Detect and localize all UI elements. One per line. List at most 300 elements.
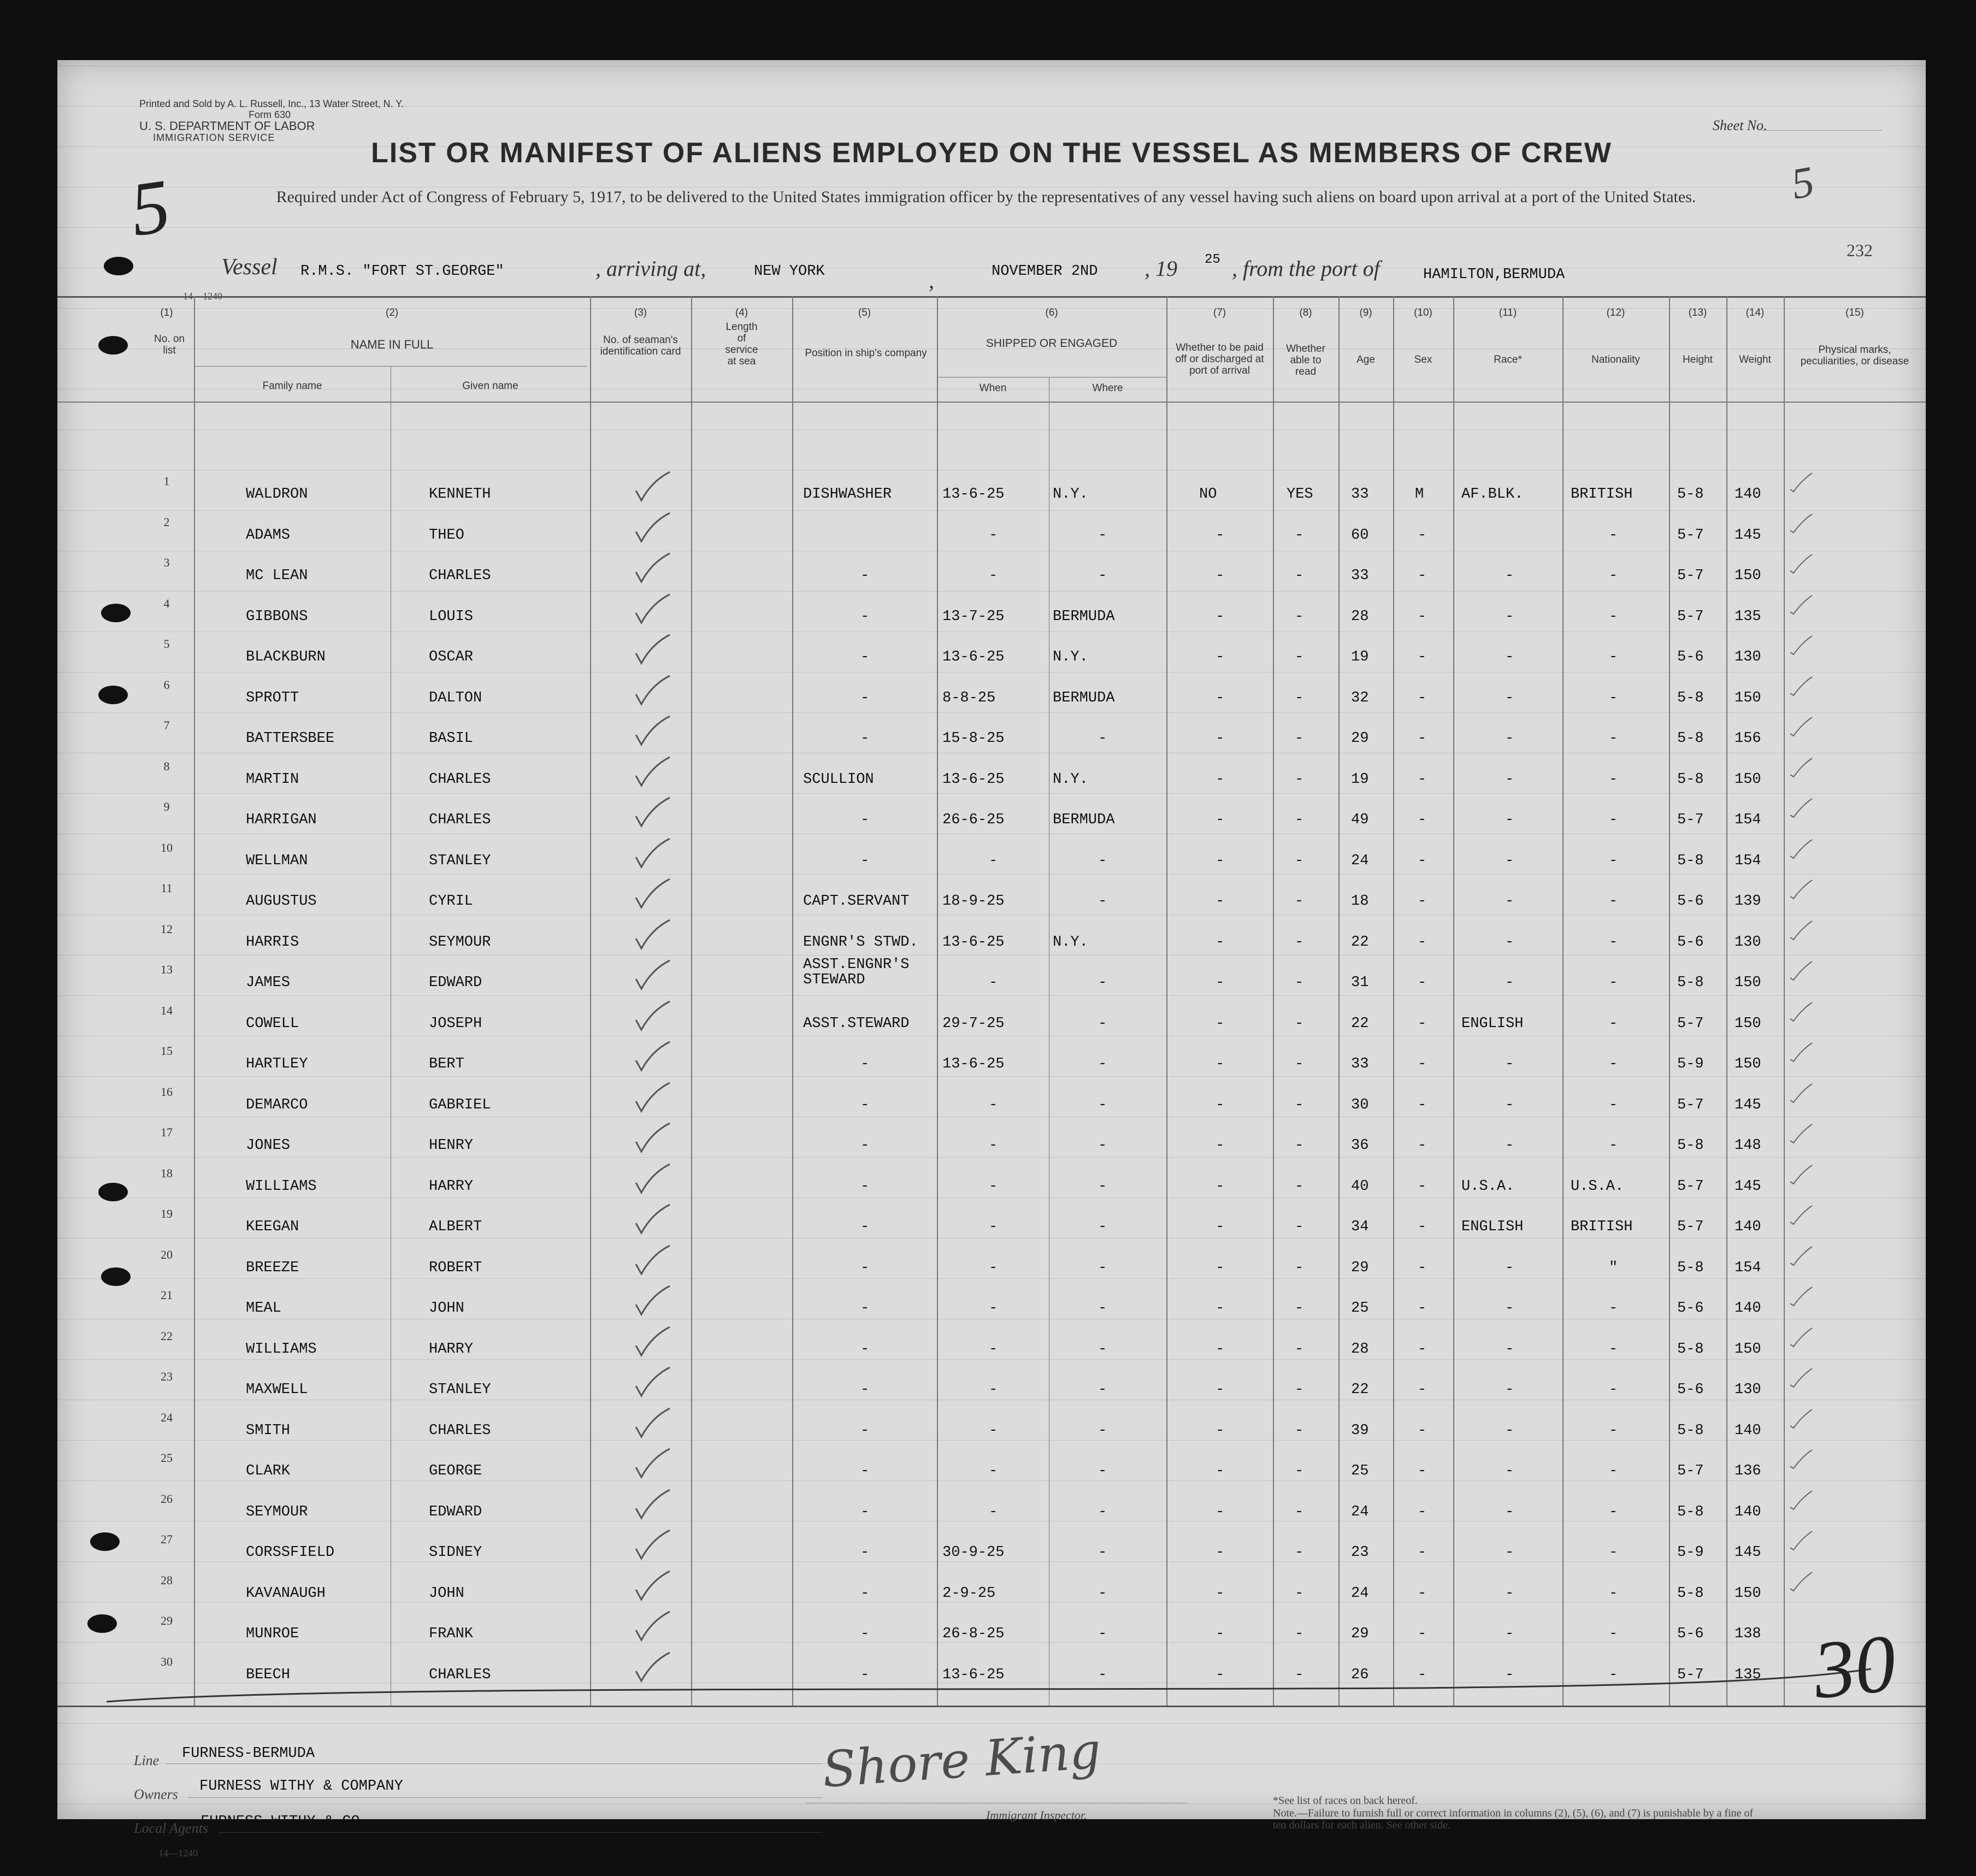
row-number: 8 (163, 759, 170, 773)
shipped-when-cell: - (989, 1300, 998, 1317)
position-cell: - (860, 1463, 870, 1479)
given-name-cell: CHARLES (429, 1666, 491, 1683)
shipped-when-cell: 29-7-25 (942, 1015, 1005, 1032)
paid-off-cell: - (1216, 1096, 1225, 1113)
able-to-read-cell: - (1295, 812, 1304, 828)
able-to-read-cell: - (1295, 852, 1304, 869)
paid-off-cell: - (1216, 527, 1225, 544)
header-bottom-rule (57, 402, 1926, 403)
nationality-cell: - (1609, 1626, 1618, 1642)
age-cell: 29 (1351, 730, 1369, 747)
paid-off-cell: - (1216, 1300, 1225, 1317)
race-cell: - (1505, 1341, 1514, 1358)
family-name-cell: WILLIAMS (246, 1341, 317, 1358)
sex-cell: - (1418, 1382, 1427, 1398)
shipped-where-cell: - (1098, 1096, 1107, 1113)
race-cell: - (1505, 1666, 1514, 1683)
able-to-read-cell: - (1295, 1422, 1304, 1439)
owners-value: FURNESS WITHY & COMPANY (199, 1778, 403, 1795)
weight-cell: 145 (1735, 1096, 1761, 1113)
service-name: IMMIGRATION SERVICE (153, 132, 275, 143)
col5-header: Position in ship's company (805, 347, 927, 359)
able-to-read-cell: - (1295, 608, 1304, 625)
given-name-cell: JOHN (429, 1585, 464, 1602)
paid-off-cell: - (1216, 1178, 1225, 1195)
race-cell: - (1505, 689, 1514, 706)
sex-cell: - (1418, 730, 1427, 747)
physical-marks-tick-icon (1789, 919, 1814, 941)
race-cell: - (1505, 649, 1514, 665)
race-cell: - (1505, 568, 1514, 584)
position-cell: - (860, 1341, 870, 1358)
physical-marks-tick-icon (1789, 1041, 1814, 1063)
row-number: 28 (161, 1573, 173, 1587)
position-cell: - (860, 1096, 870, 1113)
given-name-cell: CHARLES (429, 568, 491, 584)
position-cell: - (860, 812, 870, 828)
family-name-cell: WELLMAN (246, 852, 308, 869)
weight-cell: 150 (1735, 568, 1761, 584)
weight-cell: 148 (1735, 1137, 1761, 1154)
paid-off-cell: - (1216, 1463, 1225, 1479)
position-cell: - (860, 608, 870, 625)
row-number: 10 (161, 840, 173, 854)
family-name-cell: MC LEAN (246, 568, 308, 584)
shipped-when-cell: 13-6-25 (942, 771, 1005, 788)
shipped-when-cell: 26-6-25 (942, 812, 1005, 828)
shipped-where-cell: - (1098, 1585, 1107, 1602)
nationality-cell: - (1609, 1096, 1618, 1113)
nationality-cell: - (1609, 649, 1618, 665)
paid-off-cell: - (1216, 1544, 1225, 1561)
sex-cell: - (1418, 649, 1427, 665)
nationality-cell: " (1609, 1259, 1618, 1276)
check-mark-icon (634, 1121, 672, 1154)
paid-off-cell: - (1216, 812, 1225, 828)
position-cell: DISHWASHER (803, 486, 892, 503)
race-cell: - (1505, 1463, 1514, 1479)
col2-header: NAME IN FULL (350, 338, 434, 351)
row-number: 11 (161, 881, 173, 895)
shipped-where-cell: BERMUDA (1053, 689, 1115, 706)
col13-header: Height (1683, 354, 1713, 365)
physical-marks-tick-icon (1789, 959, 1814, 981)
shipped-when-cell: - (989, 1178, 998, 1195)
family-name-cell: HARTLEY (246, 1056, 308, 1072)
row-number: 30 (161, 1654, 173, 1668)
check-mark-icon (634, 836, 672, 869)
given-name-cell: SEYMOUR (429, 934, 491, 951)
family-name-cell: KAVANAUGH (246, 1585, 326, 1602)
given-name-cell: HENRY (429, 1137, 474, 1154)
arriving-port: NEW YORK (754, 263, 825, 280)
page-number: 232 (1847, 240, 1873, 260)
able-to-read-cell: - (1295, 934, 1304, 951)
shipped-when-cell: - (989, 1463, 998, 1479)
age-cell: 40 (1351, 1178, 1369, 1195)
able-to-read-cell: - (1295, 1382, 1304, 1398)
check-mark-icon (634, 1488, 672, 1520)
check-mark-icon (634, 1325, 672, 1358)
check-mark-icon (634, 755, 672, 788)
check-mark-icon (634, 1569, 672, 1602)
given-name-cell: GEORGE (429, 1463, 482, 1479)
form-number: Form 630 (249, 109, 291, 120)
weight-cell: 145 (1735, 1544, 1761, 1561)
row-number: 9 (163, 800, 170, 813)
physical-marks-tick-icon (1789, 1122, 1814, 1144)
able-to-read-cell: - (1295, 527, 1304, 544)
sex-cell: - (1418, 771, 1427, 788)
sex-cell: - (1418, 1178, 1427, 1195)
shipped-where-cell: N.Y. (1053, 934, 1088, 951)
row-number: 20 (161, 1247, 173, 1261)
shipped-where-cell: N.Y. (1053, 771, 1088, 788)
col1-number: (1) (160, 307, 173, 318)
shipped-when-cell: - (989, 1503, 998, 1520)
shipped-where-cell: - (1098, 527, 1107, 544)
age-cell: 19 (1351, 649, 1369, 665)
vessel-name: R.M.S. "FORT ST.GEORGE" (300, 263, 504, 280)
punch-hole (98, 336, 128, 355)
shipped-when-cell: 15-8-25 (942, 730, 1005, 747)
weight-cell: 138 (1735, 1626, 1761, 1642)
position-cell: - (860, 649, 870, 665)
row-number: 15 (161, 1044, 173, 1058)
height-cell: 5-7 (1677, 1463, 1704, 1479)
able-to-read-cell: YES (1287, 486, 1313, 503)
physical-marks-tick-icon (1789, 512, 1814, 534)
col12-header: Nationality (1591, 354, 1640, 365)
age-cell: 30 (1351, 1096, 1369, 1113)
physical-marks-tick-icon (1789, 1204, 1814, 1225)
weight-cell: 150 (1735, 975, 1761, 991)
family-name-cell: DEMARCO (246, 1096, 308, 1113)
row-number: 7 (163, 718, 170, 732)
able-to-read-cell: - (1295, 1666, 1304, 1683)
punch-hole (90, 1532, 120, 1551)
height-cell: 5-7 (1677, 1015, 1704, 1032)
shipped-where-cell: - (1098, 1178, 1107, 1195)
shipped-where-cell: - (1098, 1137, 1107, 1154)
paid-off-cell: - (1216, 893, 1225, 910)
page-title: LIST OR MANIFEST OF ALIENS EMPLOYED ON THE VESSEL AS MEMBERS OF CREW (371, 137, 1612, 169)
position-cell: - (860, 730, 870, 747)
height-cell: 5-6 (1677, 649, 1704, 665)
race-cell: - (1505, 934, 1514, 951)
race-cell: U.S.A. (1461, 1178, 1515, 1195)
height-cell: 5-7 (1677, 527, 1704, 544)
penalty-note: Note.—Failure to furnish full or correct information in columns (2), (5), (6), and (7) is punishable by a fine of ten dollars for each alien. See other side. (1273, 1807, 1754, 1831)
sex-cell: - (1418, 1585, 1427, 1602)
weight-cell: 140 (1735, 1300, 1761, 1317)
given-name-cell: KENNETH (429, 486, 491, 503)
family-name-cell: WILLIAMS (246, 1178, 317, 1195)
family-name-cell: HARRIGAN (246, 812, 317, 828)
physical-marks-tick-icon (1789, 837, 1814, 859)
sex-cell: - (1418, 1503, 1427, 1520)
nationality-cell: - (1609, 527, 1618, 544)
position-cell: SCULLION (803, 771, 874, 788)
paid-off-cell: - (1216, 649, 1225, 665)
shipped-where-cell: - (1098, 730, 1107, 747)
able-to-read-cell: - (1295, 1300, 1304, 1317)
height-cell: 5-6 (1677, 934, 1704, 951)
given-name-cell: ROBERT (429, 1259, 482, 1276)
nationality-cell: BRITISH (1571, 486, 1633, 503)
physical-marks-tick-icon (1789, 675, 1814, 697)
punch-hole (87, 1614, 117, 1633)
arriving-label: , arriving at, (595, 256, 706, 281)
shipped-where-cell: - (1098, 1422, 1107, 1439)
able-to-read-cell: - (1295, 771, 1304, 788)
col12-number: (12) (1606, 307, 1625, 318)
age-cell: 39 (1351, 1422, 1369, 1439)
nationality-cell: - (1609, 1463, 1618, 1479)
col3-header: No. of seaman's identification card (600, 334, 681, 357)
family-name-cell: SPROTT (246, 689, 299, 706)
shipped-where-cell: - (1098, 1219, 1107, 1235)
race-cell: - (1505, 1585, 1514, 1602)
position-cell: - (860, 1300, 870, 1317)
page-subtitle: Required under Act of Congress of February 5, 1917, to be delivered to the United States immigration officer by the representatives of any vessel having such aliens on board upon arrival at a port of the United States. (276, 188, 1696, 206)
position-cell: - (860, 1259, 870, 1276)
position-cell: - (860, 1137, 870, 1154)
shipped-where-cell: - (1098, 1341, 1107, 1358)
position-cell: - (860, 568, 870, 584)
physical-marks-tick-icon (1789, 1407, 1814, 1429)
sex-cell: - (1418, 527, 1427, 544)
year-suffix: 25 (1205, 252, 1220, 267)
handwritten-total: 30 (1809, 1617, 1901, 1716)
handwritten-mark-left: 5 (125, 163, 175, 253)
owners-label: Owners (134, 1786, 178, 1802)
position-cell: - (860, 689, 870, 706)
age-cell: 29 (1351, 1626, 1369, 1642)
family-name-cell: MUNROE (246, 1626, 299, 1642)
age-cell: 24 (1351, 1585, 1369, 1602)
row-number: 23 (161, 1370, 173, 1383)
shipped-where-cell: - (1098, 1503, 1107, 1520)
physical-marks-tick-icon (1789, 715, 1814, 737)
height-cell: 5-7 (1677, 608, 1704, 625)
nationality-cell: - (1609, 1544, 1618, 1561)
line-value: FURNESS-BERMUDA (182, 1745, 315, 1762)
family-name-cell: KEEGAN (246, 1219, 299, 1235)
able-to-read-cell: - (1295, 1219, 1304, 1235)
sheet-number-label: Sheet No. (1713, 117, 1767, 133)
able-to-read-cell: - (1295, 649, 1304, 665)
weight-cell: 156 (1735, 730, 1761, 747)
nationality-cell: - (1609, 1341, 1618, 1358)
weight-cell: 139 (1735, 893, 1761, 910)
family-name-cell: MEAL (246, 1300, 281, 1317)
given-name-cell: CHARLES (429, 812, 491, 828)
weight-cell: 150 (1735, 1585, 1761, 1602)
paid-off-cell: - (1216, 1626, 1225, 1642)
weight-cell: 136 (1735, 1463, 1761, 1479)
sex-cell: - (1418, 975, 1427, 991)
check-mark-icon (634, 470, 672, 503)
shipped-where-cell: N.Y. (1053, 486, 1088, 503)
nationality-cell: - (1609, 1015, 1618, 1032)
height-cell: 5-7 (1677, 1096, 1704, 1113)
row-number: 25 (161, 1451, 173, 1465)
row-number: 12 (161, 922, 173, 936)
weight-cell: 140 (1735, 486, 1761, 503)
vessel-label: Vessel (221, 255, 278, 280)
paid-off-cell: - (1216, 689, 1225, 706)
given-name-cell: OSCAR (429, 649, 474, 665)
check-mark-icon (634, 1243, 672, 1276)
row-number: 29 (161, 1614, 173, 1627)
col2-number: (2) (385, 307, 399, 318)
col4-number: (4) (735, 307, 748, 318)
shipped-when-cell: 13-6-25 (942, 1666, 1005, 1683)
able-to-read-cell: - (1295, 1585, 1304, 1602)
race-cell: ENGLISH (1461, 1219, 1524, 1235)
paid-off-cell: - (1216, 608, 1225, 625)
shipped-when-cell: - (989, 1422, 998, 1439)
able-to-read-cell: - (1295, 1463, 1304, 1479)
sex-cell: M (1415, 486, 1424, 503)
sex-cell: - (1418, 1219, 1427, 1235)
manifest-page: Printed and Sold by A. L. Russell, Inc., 13 Water Street, N. Y. Form 630 U. S. DEPARTMENT OF LABOR IMMIGRATION SERVICE Sheet No. 5 5 232 LIST OR MANIFEST OF ALIENS EMPLOYED ON THE VESSEL AS MEMBERS OF CREW Required under Act of Congress of February 5, 1917, to be delivered to the United States immigration officer by the representatives of any vessel having such aliens on board upon arrival at a port of the United States. Vessel R.M.S. "FORT ST.GEORGE" , arriving at, NEW YORK , NOVEMBER 2ND , 19 25 , from the port of HAMILTON,BERMUDA (1) No. on list (2) NAME IN FULL Family name Given name (3) No. of seaman's identification card (4) Length of service at sea (5) Position in ship's company (6) SHIPPED OR ENGAGED When Where (7) Whether to be paid off or discharged at port of arrival (8) Whether able to read (9) Age (10) Sex (11) Race* (12) Nationality (13) Height (14) Weight (15) Physical marks, peculiarities, or disease 1 WALDRON KENNETH DISHWASHER 13-6-25 N.Y. NO YES 33 M AF.BLK. BRITISH 5-8 140 2 ADAMS THEO - - - - 60 - - 5-7 145 3 MC LEAN CHARLES - - - - - 33 - - - 5-7 150 4 GIBBONS LOUIS - 13-7-25 BERMUDA - - 28 - - - 5-7 135 5 BLACKBURN OSCAR - 13-6-25 N.Y. - - 19 - - - 5-6 130 6 SPROTT DALTON - 8-8-25 BERMUDA - - 32 - - - 5-8 150 7 BATTERSBEE BASIL - 15-8-25 - - - 29 - - - 5-8 156 8 MARTIN CHARLES SCULLION 13-6-25 N.Y. - - 19 - - - 5-8 150 9 HARRIGAN CHARLES - 26-6-25 BERMUDA - - 49 - - - 5-7 154 10 WELLMAN STANLEY - - - - - 24 - - - 5-8 154 11 AUGUSTUS CYRIL CAPT.SERVANT 18-9-25 - - - 18 - - - 5-6 139 12 HARRIS SEYMOUR ENGNR'S STWD. 13-6-25 N.Y. - - 22 - - - 5-6 130 13 JAMES EDWARD ASST.ENGNR'S STEWARD - - - - 31 - - - 5-8 150 14 COWELL JOSEPH ASST.STEWARD 29-7-25 - - - 22 - ENGLISH - 5-7 150 15 HARTLEY BERT - 13-6-25 - - - 33 - - - 5-9 150 16 DEMARCO GABRIEL - - - - - 30 - - - 5-7 145 17 JONES HENRY - - - - - 36 - - - 5-8 148 18 WILLIAMS HARRY - - - - - 40 - U.S.A. U.S.A. 5-7 145 19 KEEGAN ALBERT - - - - - 34 - ENGLISH BRITISH 5-7 140 20 BREEZE ROBERT - - - - - 29 - - " 5-8 154 21 MEAL JOHN - - - - - 25 - - - 5-6 140 22 WILLIAMS HARRY - - - - - 28 - - - 5-8 150 23 MAXWELL STANLEY - - - - - 22 - - - 5-6 130 24 SMITH CHARLES - - - - - 39 - - - 5-8 140 25 CLARK GEORGE - - - - - 25 - - - 5-7 136 26 SEYMOUR EDWARD - - - - - 24 - - - 5-8 140 27 CORSSFIELD SIDNEY - 30-9-25 - - - 23 - - - 5-9 145 28 KAVANAUGH JOHN - 2-9-25 - - - 24 - - - 5-8 150 29 MUNROE FRANK - 26-8-25 - - - 29 - - - 5-6 138 30 BEECH CHARLES - 13-6-25 - - - 26 - - - 5-7 135 30 Line FURNESS-BERMUDA Owners FURNESS WITHY & COMPANY Local Agents FURNESS WITHY & CO. 14—1240 Shore King Immigrant Inspector. *See list of races on back hereof. Note.—Failure to furnish full or correct information in columns (2), (5), (6), and (7) is punishable by a fine of ten dollars for each alien. See other side. (57, 60, 1926, 1819)
check-mark-icon (634, 999, 672, 1032)
sex-cell: - (1418, 812, 1427, 828)
race-cell: - (1505, 730, 1514, 747)
weight-cell: 135 (1735, 608, 1761, 625)
sex-cell: - (1418, 1666, 1427, 1683)
physical-marks-tick-icon (1789, 1082, 1814, 1104)
given-name-cell: HARRY (429, 1178, 474, 1195)
col8-number: (8) (1299, 307, 1312, 318)
punch-hole (101, 1267, 131, 1286)
physical-marks-tick-icon (1789, 1163, 1814, 1185)
agents-value: FURNESS WITHY & CO. (200, 1814, 369, 1830)
nationality-cell: U.S.A. (1571, 1178, 1624, 1195)
physical-marks-tick-icon (1789, 471, 1814, 493)
nationality-cell: - (1609, 975, 1618, 991)
age-cell: 24 (1351, 852, 1369, 869)
check-mark-icon (634, 918, 672, 951)
shipped-when-cell: 18-9-25 (942, 893, 1005, 910)
sex-cell: - (1418, 852, 1427, 869)
given-name-cell: BERT (429, 1056, 464, 1072)
position-cell: - (860, 1382, 870, 1398)
shipped-when-cell: - (989, 1137, 998, 1154)
height-cell: 5-9 (1677, 1056, 1704, 1072)
row-number: 22 (161, 1329, 173, 1343)
col15-header: Physical marks, peculiarities, or disease (1800, 344, 1909, 367)
family-name-cell: GIBBONS (246, 608, 308, 625)
weight-cell: 145 (1735, 527, 1761, 544)
shipped-when-cell: - (989, 1341, 998, 1358)
sex-cell: - (1418, 1096, 1427, 1113)
height-cell: 5-6 (1677, 893, 1704, 910)
paid-off-cell: - (1216, 1015, 1225, 1032)
weight-cell: 140 (1735, 1219, 1761, 1235)
row-number: 5 (163, 637, 170, 651)
able-to-read-cell: - (1295, 1544, 1304, 1561)
given-name-cell: CYRIL (429, 893, 474, 910)
physical-marks-tick-icon (1789, 593, 1814, 615)
height-cell: 5-8 (1677, 1341, 1704, 1358)
weight-cell: 140 (1735, 1422, 1761, 1439)
family-name-cell: SEYMOUR (246, 1503, 308, 1520)
line-label: Line (134, 1753, 160, 1768)
given-name-cell: DALTON (429, 689, 482, 706)
row-number: 16 (161, 1084, 173, 1099)
able-to-read-cell: - (1295, 975, 1304, 991)
given-name-cell: BASIL (429, 730, 474, 747)
col6-number: (6) (1045, 307, 1058, 318)
col6-where-header: Where (1092, 382, 1123, 394)
position-cell: - (860, 1626, 870, 1642)
col5-number: (5) (858, 307, 871, 318)
check-mark-icon (634, 1447, 672, 1479)
shipped-where-cell: BERMUDA (1053, 812, 1115, 828)
check-mark-icon (634, 1040, 672, 1072)
col9-header: Age (1356, 354, 1375, 365)
weight-cell: 130 (1735, 1382, 1761, 1398)
given-name-cell: FRANK (429, 1626, 474, 1642)
age-cell: 32 (1351, 689, 1369, 706)
position-cell: - (860, 1503, 870, 1520)
able-to-read-cell: - (1295, 1178, 1304, 1195)
given-name-cell: THEO (429, 527, 464, 544)
age-cell: 33 (1351, 486, 1369, 503)
punch-hole (104, 257, 133, 275)
given-name-cell: JOSEPH (429, 1015, 482, 1032)
age-cell: 33 (1351, 568, 1369, 584)
weight-cell: 150 (1735, 1341, 1761, 1358)
height-cell: 5-8 (1677, 730, 1704, 747)
physical-marks-tick-icon (1789, 634, 1814, 656)
race-cell: - (1505, 893, 1514, 910)
age-cell: 28 (1351, 1341, 1369, 1358)
height-cell: 5-8 (1677, 1137, 1704, 1154)
age-cell: 25 (1351, 1463, 1369, 1479)
race-cell: - (1505, 1503, 1514, 1520)
weight-cell: 154 (1735, 852, 1761, 869)
sex-cell: - (1418, 1422, 1427, 1439)
family-name-cell: AUGUSTUS (246, 893, 317, 910)
race-cell: - (1505, 608, 1514, 625)
race-cell: - (1505, 1544, 1514, 1561)
punch-hole (101, 604, 131, 622)
given-name-cell: CHARLES (429, 1422, 491, 1439)
shipped-when-cell: 13-6-25 (942, 649, 1005, 665)
given-name-cell: EDWARD (429, 1503, 482, 1520)
position-cell: - (860, 1544, 870, 1561)
age-cell: 60 (1351, 527, 1369, 544)
age-cell: 49 (1351, 812, 1369, 828)
shipped-where-cell: - (1098, 1015, 1107, 1032)
able-to-read-cell: - (1295, 893, 1304, 910)
row-number: 13 (161, 963, 173, 976)
height-cell: 5-6 (1677, 1300, 1704, 1317)
family-name-cell: BLACKBURN (246, 649, 326, 665)
able-to-read-cell: - (1295, 1056, 1304, 1072)
height-cell: 5-7 (1677, 812, 1704, 828)
physical-marks-tick-icon (1789, 1000, 1814, 1022)
nationality-cell: - (1609, 893, 1618, 910)
age-cell: 22 (1351, 1382, 1369, 1398)
age-cell: 36 (1351, 1137, 1369, 1154)
col4-header: Length of service at sea (725, 321, 758, 367)
row-number: 19 (161, 1207, 173, 1220)
